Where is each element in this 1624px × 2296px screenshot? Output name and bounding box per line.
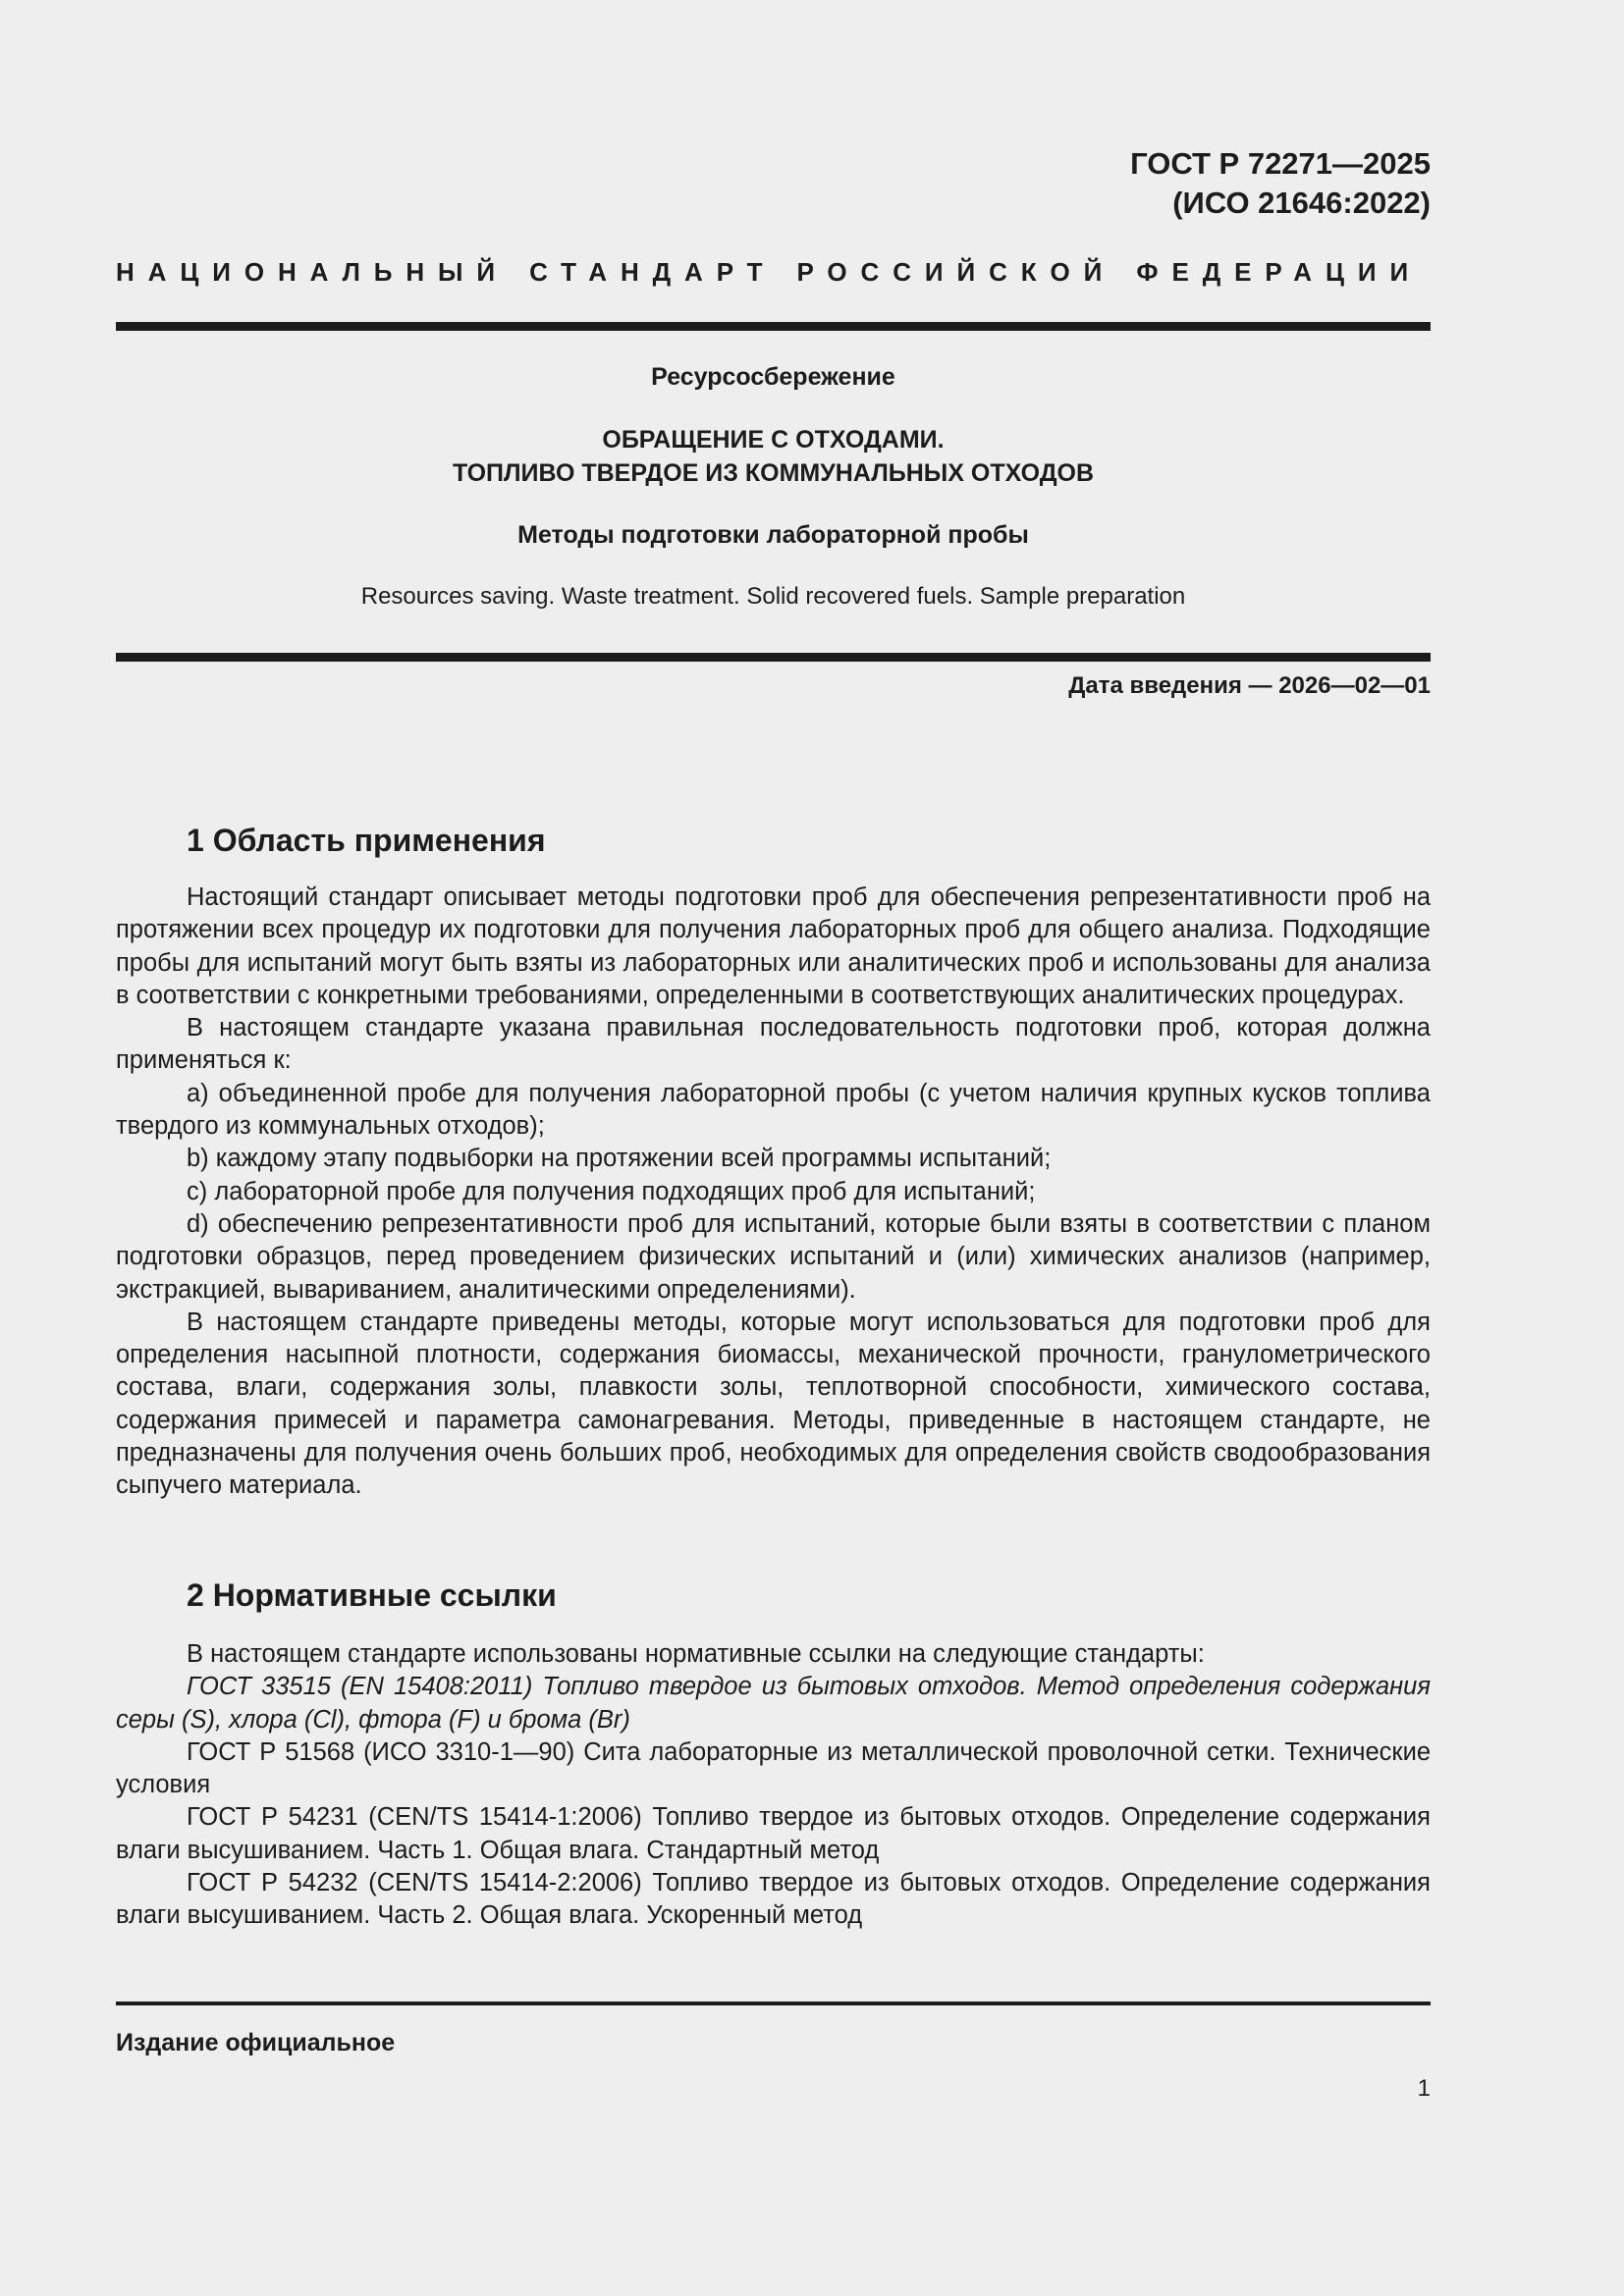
section-1-heading: 1 Область применения xyxy=(187,823,546,858)
paragraph: В настоящем стандарте использованы нормативные ссылки на следующие стандарты: xyxy=(187,1640,1205,1668)
designation-gost: ГОСТ Р 72271—2025 xyxy=(1130,146,1431,181)
list-item: b) каждому этапу подвыборки на протяжении всей программы испытаний; xyxy=(187,1145,1052,1173)
designation-iso: (ИСО 21646:2022) xyxy=(1172,186,1431,220)
section-2-body xyxy=(116,1638,1431,1933)
english-title: Resources saving. Waste treatment. Solid recovered fuels. Sample preparation xyxy=(360,583,1186,610)
title-kind: Ресурсосбережение xyxy=(651,363,895,391)
section-2-heading: 2 Нормативные ссылки xyxy=(187,1577,557,1613)
paragraph: В настоящем стандарте приведены методы, которые могут использоваться для подготовки проб для определения насыпной плотности, содержания биомассы, механической прочности, гранулометрического состава, влаги, содержания золы, плавкости золы, теплотворной способности, химического состава, содержания примесей и параметра самонагревания. Методы, приведенные в настоящем стандарте, не предназначены для получения очень больших проб, необходимых для определения свойств сводообразования сыпучего материала. xyxy=(116,1308,1431,1500)
paragraph: В настоящем стандарте указана правильная последовательность подготовки проб, которая должна применяться к: xyxy=(116,1014,1431,1075)
national-standard-banner: НАЦИОНАЛЬНЫЙ СТАНДАРТ РОССИЙСКОЙ ФЕДЕРАЦИИ xyxy=(116,257,1423,287)
official-edition-label: Издание официальное xyxy=(116,2029,396,2056)
introduction-date: Дата введения — 2026—02—01 xyxy=(1068,672,1431,699)
page-number: 1 xyxy=(1417,2075,1431,2102)
reference-item: ГОСТ 33515 (EN 15408:2011) Топливо твердое из бытовых отходов. Метод определения содержания серы (S), хлора (Cl), фтора (F) и брома (Br) xyxy=(116,1673,1431,1734)
standard-designation xyxy=(1130,144,1431,223)
main-title-line-1: ОБРАЩЕНИЕ С ОТХОДАМИ. xyxy=(602,426,945,454)
list-item: c) лабораторной пробе для получения подходящих проб для испытаний; xyxy=(187,1177,1036,1205)
list-item: d) обеспечению репрезентативности проб для испытаний, которые были взяты в соответствии с планом подготовки образцов, перед проведением физических испытаний и (или) химических анализов (например, экстракцией, вывариванием, аналитическими определениями). xyxy=(116,1209,1431,1304)
section-1-body xyxy=(116,881,1431,1503)
reference-item: ГОСТ Р 54232 (CEN/TS 15414-2:2006) Топливо твердое из бытовых отходов. Определение содержания влаги высушиванием. Часть 2. Общая влага. Ускоренный метод xyxy=(116,1869,1431,1930)
sub-title: Методы подготовки лабораторной пробы xyxy=(517,521,1029,549)
main-title xyxy=(116,423,1431,490)
footer-divider xyxy=(116,2002,1431,2005)
title-divider xyxy=(116,653,1431,662)
paragraph: Настоящий стандарт описывает методы подготовки проб для обеспечения репрезентативности проб на протяжении всех процедур их подготовки для получения лабораторных проб для общего анализа. Подходящие пробы для испытаний могут быть взяты из лабораторных или аналитических проб и использованы для анализа в соответствии с конкретными требованиями, определенными в соответствующих аналитических процедурах. xyxy=(116,883,1431,1009)
reference-item: ГОСТ Р 54231 (CEN/TS 15414-1:2006) Топливо твердое из бытовых отходов. Определение содержания влаги высушиванием. Часть 1. Общая влага. Стандартный метод xyxy=(116,1803,1431,1864)
top-divider xyxy=(116,322,1431,331)
list-item: a) объединенной пробе для получения лабораторной пробы (с учетом наличия крупных кусков топлива твердого из коммунальных отходов); xyxy=(116,1079,1431,1141)
main-title-line-2: ТОПЛИВО ТВЕРДОЕ ИЗ КОММУНАЛЬНЫХ ОТХОДОВ xyxy=(452,459,1095,487)
reference-item: ГОСТ Р 51568 (ИСО 3310-1—90) Сита лабораторные из металлической проволочной сетки. Технические условия xyxy=(116,1737,1431,1799)
